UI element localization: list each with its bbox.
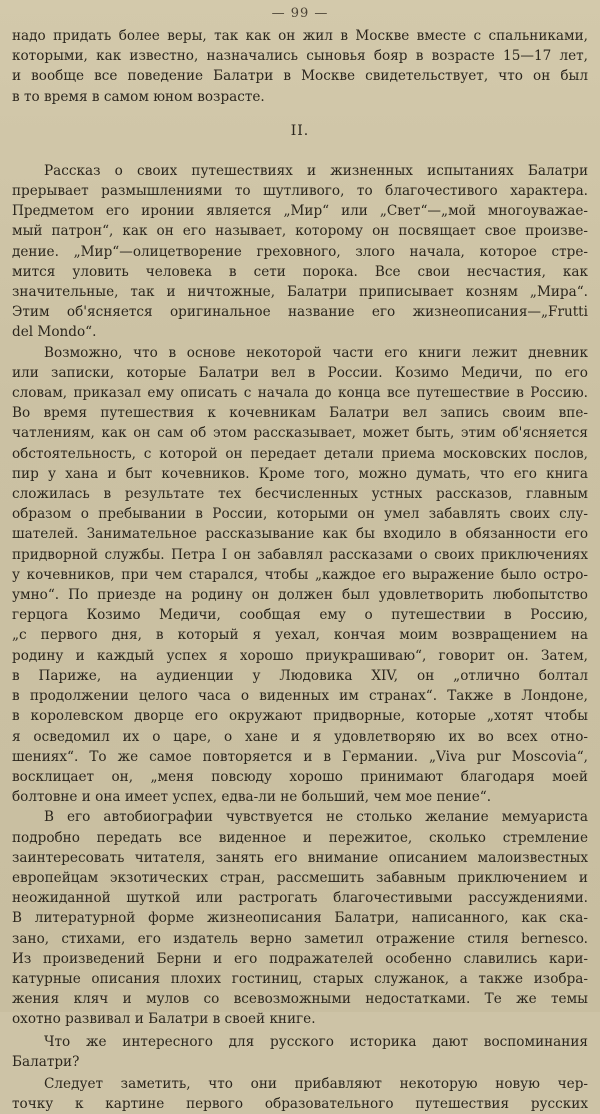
- text-line: европейцам экзотических стран, рассмешить забавным приключением и: [12, 869, 588, 886]
- text-line: шателей. Занимательное рассказывание как бы входило в обязанности его: [12, 526, 588, 543]
- text-line: родину и каждый успех я хорошо приукрашиваю“, говорит он. Затем,: [12, 647, 588, 664]
- text-line: чатлениям, как он сам об этом рассказывает, может быть, этим об'ясняется: [12, 425, 588, 442]
- text-line: которыми, как известно, назначались сыновья бояр в возрасте 15—17 лет,: [12, 48, 588, 65]
- text-line: del Mondo“.: [12, 324, 97, 341]
- paragraph-story: [12, 161, 588, 343]
- page-number: — 99 —: [271, 6, 329, 21]
- paragraph-intro: [12, 26, 588, 107]
- text-line: мится уловить человека в сети порока. Все свои несчастия, как: [12, 263, 588, 280]
- paragraph-question: [12, 1032, 588, 1072]
- text-line: подробно передать все виденное и пережитое, сколько стремление: [12, 829, 588, 846]
- text-line: неожиданной шуткой или растрогать благочестивыми рассуждениями.: [12, 890, 588, 907]
- text-line: у кочевников, при чем старался, чтобы „каждое его выражение было остро-: [12, 566, 588, 583]
- text-line: „с первого дня, в который я уехал, кончая моим возвращением на: [12, 627, 588, 644]
- text-line: шениях“. То же самое повторяется и в Германии. „Viva pur Moscovia“,: [12, 748, 588, 765]
- text-line: и вообще все поведение Балатри в Москве свидетельствует, что он был: [12, 68, 588, 85]
- text-line: точку к картине первого образовательного путешествия русских: [12, 1096, 588, 1113]
- text-line: в продолжении целого часа о виденных им странах“. Также в Лондоне,: [12, 688, 588, 705]
- text-line: Во время путешествия к кочевникам Балатри вел запись своим впе-: [12, 405, 588, 422]
- text-line: охотно развивал и Балатри в своей книге.: [12, 1011, 316, 1028]
- text-line: дение. „Мир“—олицетворение греховного, злого начала, которое стре-: [12, 243, 588, 260]
- text-line: восклицает он, „меня повсюду хорошо принимают благодаря моей: [12, 768, 588, 785]
- paragraph-conclusion: [12, 1074, 588, 1114]
- text-line: Что же интересного для русского историка дают воспоминания: [44, 1033, 588, 1050]
- text-line: в королевском дворце его окружают придворные, которые „хотят чтобы: [12, 708, 588, 725]
- text-line: герцога Козимо Медичи, сообщая ему о путешествии в Россию,: [12, 607, 588, 624]
- text-line: В его автобиографии чувствуется не столько желание мемуариста: [44, 809, 588, 826]
- text-line: в то время в самом юном возрасте.: [12, 88, 265, 105]
- text-line: Возможно, что в основе некоторой части его книги лежит дневник: [44, 344, 588, 361]
- text-line: придворной службы. Петра I он забавлял рассказами о своих приключениях: [12, 546, 588, 563]
- text-line: Балатри?: [12, 1053, 80, 1070]
- text-line: сложилась в результате тех бесчисленных устных рассказов, главным: [12, 486, 588, 503]
- text-line: обстоятельность, с которой он передает детали приема московских послов,: [12, 445, 588, 462]
- text-line: заинтересовать читателя, занять его внимание описанием малоизвестных: [12, 849, 588, 866]
- text-line: болтовне и она имеет успех, едва-ли не больший, чем мое пение“.: [12, 789, 492, 806]
- text-line: в Париже, на аудиенции у Людовика XIV, он „отлично болтал: [12, 667, 588, 684]
- text-line: мый патрон“, как он его называет, которому он посвящает свое произве-: [12, 223, 588, 240]
- text-line: Следует заметить, что они прибавляют некоторую новую чер-: [44, 1075, 588, 1092]
- paragraph-diary: [12, 343, 588, 808]
- text-line: Рассказ о своих путешествиях и жизненных испытаниях Балатри: [44, 162, 588, 179]
- text-line: пир у хана и быт кочевников. Кроме того, можно думать, что его книга: [12, 465, 588, 482]
- text-line: Предметом его иронии является „Мир“ или „Свет“—„мой многоуважае-: [12, 203, 588, 220]
- text-line: катурные описания плохих гостиниц, старых служанок, а также изобра-: [12, 970, 588, 987]
- text-line: я осведомил их о царе, о хане и я удовлетворяю их во всех отно-: [12, 728, 588, 745]
- text-line: жения кляч и мулов со всевозможными недостатками. Те же темы: [12, 991, 588, 1008]
- section-heading: II.: [290, 122, 310, 139]
- text-line: надо придать более веры, так как он жил в Москве вместе с спальниками,: [12, 28, 588, 44]
- text-line: В литературной форме жизнеописания Балатри, написанного, как ска-: [12, 910, 588, 927]
- text-line: значительные, так и ничтожные, Балатри приписывает козням „Мира“.: [12, 284, 588, 301]
- text-line: Этим об'ясняется оригинальное название его жизнеописания—„Frutti: [12, 304, 588, 321]
- text-line: прерывает размышлениями то шутливого, то благочестивого характера.: [12, 183, 588, 200]
- text-line: зано, стихами, его издатель верно заметил отражение стиля bernesco.: [12, 930, 588, 947]
- text-line: образом о пребывании в России, которыми он умел забавлять своих слу-: [12, 506, 588, 523]
- text-line: или записки, которые Балатри вел в России. Козимо Медичи, по его: [12, 364, 588, 381]
- text-line: умно“. По приезде на родину он должен был удовлетворить любопытство: [12, 587, 588, 604]
- paragraph-autobiography: [12, 807, 588, 1029]
- text-line: Из произведений Берни и его подражателей особенно славились кари-: [12, 950, 588, 967]
- text-line: словам, приказал ему описать с начала до конца все путешествие в Россию.: [12, 385, 588, 402]
